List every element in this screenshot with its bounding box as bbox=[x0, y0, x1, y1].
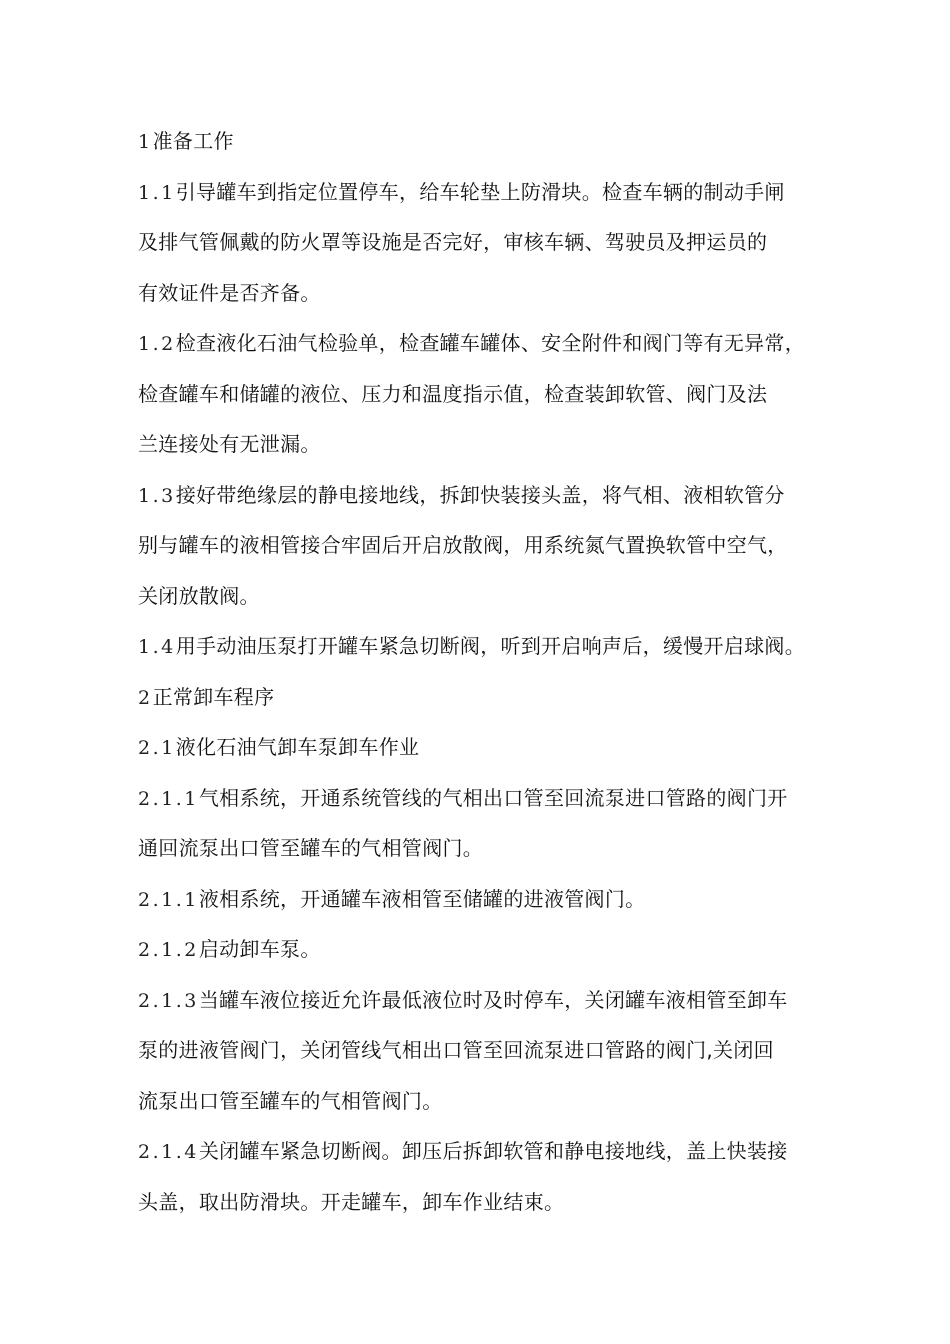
text-line bbox=[138, 876, 838, 927]
line-text: 检查液化石油气检验单，检查罐车罐体、安全附件和阀门等有无异常， bbox=[175, 331, 806, 355]
document-body bbox=[138, 118, 838, 1229]
text-line bbox=[138, 674, 838, 725]
text-line bbox=[138, 573, 838, 624]
text-line bbox=[138, 522, 838, 573]
text-line bbox=[138, 1128, 838, 1179]
line-text: 通回流泵出口管至罐车的气相管阀门。 bbox=[138, 836, 484, 860]
text-line bbox=[138, 977, 838, 1028]
section-number: 2.1.4 bbox=[138, 1141, 199, 1163]
text-line bbox=[138, 926, 838, 977]
text-line bbox=[138, 775, 838, 826]
line-text: 当罐车液位接近允许最低液位时及时停车，关闭罐车液相管至卸车 bbox=[198, 987, 788, 1012]
section-number: 2.1.2 bbox=[138, 939, 199, 961]
line-text: 有效证件是否齐备。 bbox=[138, 280, 321, 305]
line-text: 及排气管佩戴的防火罩等设施是否完好，审核车辆、驾驶员及押运员的 bbox=[138, 230, 768, 254]
line-text: 准备工作 bbox=[152, 129, 234, 153]
line-text: 液化石油气卸车泵卸车作业 bbox=[175, 735, 420, 759]
line-text: 引导罐车到指定位置停车，给车轮垫上防滑块。检查车辆的制动手闸 bbox=[175, 179, 785, 204]
line-text: 接好带绝缘层的静电接地线，拆卸快装接头盖，将气相、液相软管分 bbox=[175, 482, 785, 507]
text-line bbox=[138, 219, 838, 270]
section-number: 1.1 bbox=[138, 181, 176, 204]
section-number: 2 bbox=[138, 686, 153, 709]
line-text: 正常卸车程序 bbox=[152, 684, 275, 709]
text-line bbox=[138, 623, 838, 674]
text-line bbox=[138, 1027, 838, 1078]
section-number: 2.1 bbox=[138, 737, 176, 759]
text-line bbox=[138, 1179, 838, 1230]
section-number: 2.1.3 bbox=[138, 989, 199, 1012]
text-line bbox=[138, 421, 838, 472]
text-line bbox=[138, 724, 838, 775]
section-number: 1.3 bbox=[138, 484, 176, 507]
text-line bbox=[138, 825, 838, 876]
text-line bbox=[138, 320, 838, 371]
section-number: 2.1.1 bbox=[138, 888, 199, 911]
line-text: 用手动油压泵打开罐车紧急切断阀，听到开启响声后，缓慢开启球阀。 bbox=[175, 634, 806, 658]
line-text: 检查罐车和储罐的液位、压力和温度指示值，检查装卸软管、阀门及法 bbox=[138, 381, 768, 406]
line-text: 泵的进液管阀门，关闭管线气相出口管至回流泵进口管路的阀门,关闭回 bbox=[138, 1038, 774, 1062]
line-text: 液相系统，开通罐车液相管至储罐的进液管阀门。 bbox=[198, 886, 646, 911]
section-number: 1.2 bbox=[138, 333, 176, 355]
line-text: 头盖，取出防滑块。开走罐车，卸车作业结束。 bbox=[138, 1189, 565, 1214]
line-text: 兰连接处有无泄漏。 bbox=[138, 432, 321, 456]
text-line bbox=[138, 169, 838, 220]
line-text: 关闭放散阀。 bbox=[138, 583, 260, 608]
section-number: 1.4 bbox=[138, 636, 176, 658]
line-text: 关闭罐车紧急切断阀。卸压后拆卸软管和静电接地线，盖上快装接 bbox=[198, 1139, 788, 1163]
line-text: 别与罐车的液相管接合牢固后开启放散阀，用系统氮气置换软管中空气， bbox=[138, 533, 788, 557]
section-number: 1 bbox=[138, 131, 153, 153]
text-line bbox=[138, 118, 838, 169]
text-line bbox=[138, 1078, 838, 1129]
section-number: 2.1.1 bbox=[138, 787, 199, 810]
text-line bbox=[138, 371, 838, 422]
line-text: 启动卸车泵。 bbox=[198, 937, 321, 961]
text-line bbox=[138, 270, 838, 321]
line-text: 气相系统，开通系统管线的气相出口管至回流泵进口管路的阀门开 bbox=[198, 785, 788, 810]
line-text: 流泵出口管至罐车的气相管阀门。 bbox=[138, 1088, 443, 1113]
text-line bbox=[138, 472, 838, 523]
